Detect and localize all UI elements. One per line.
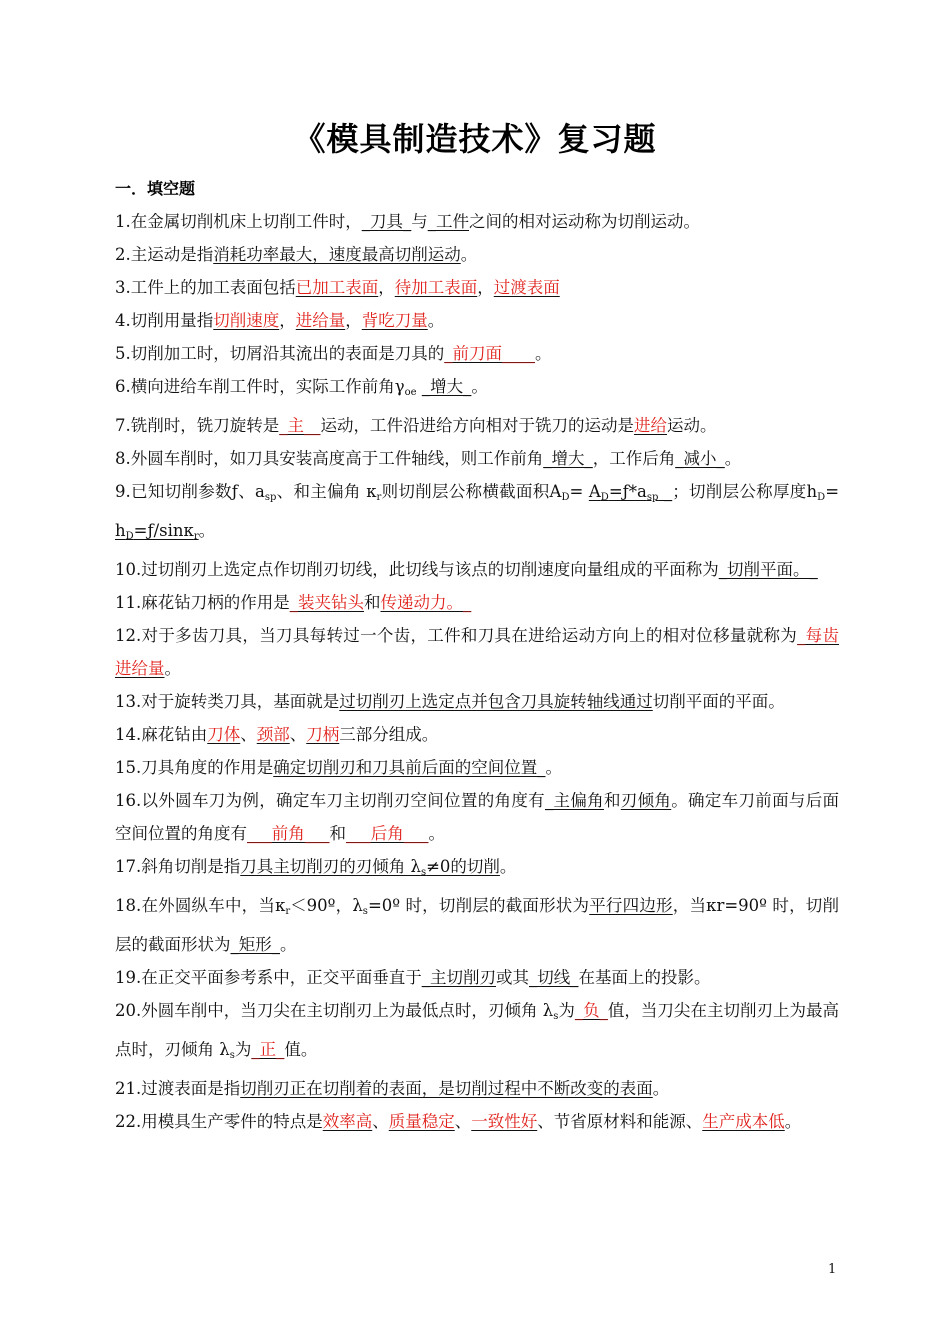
answer-blank: _主偏角 — [544, 791, 604, 810]
question-19: 19.在正交平面参考系中，正交平面垂直于_主切削刃或其_切线_在基面上的投影。 — [115, 968, 711, 987]
question-4: 4.切削用量指切削速度，进给量，背吃刀量。 — [115, 311, 445, 330]
question-12: 12.对于多齿刀具，当刀具每转过一个齿，工件和刀具在进给运动方向上的相对位移量就称为_每齿进给量。 — [115, 626, 839, 678]
page-number: 1 — [828, 1262, 837, 1277]
question-22: 22.用模具生产零件的特点是效率高、质量稳定、一致性好、节省原材料和能源、生产成本低。 — [115, 1112, 802, 1131]
question-21: 21.过渡表面是指切削刃正在切削着的表面，是切削过程中不断改变的表面。 — [115, 1079, 670, 1098]
answer-blank: _增大_ — [421, 377, 472, 396]
answer-red: 刀体 — [207, 725, 241, 744]
answer-red: 进给量 — [295, 311, 346, 330]
answer-blank: _工件 — [427, 212, 469, 231]
answer-red: 传递动力。_ — [380, 593, 472, 612]
question-2: 2.主运动是指消耗功率最大，速度最高切削运动。 — [115, 245, 478, 264]
answer-red: _主__ — [279, 416, 321, 435]
answer-red: _每齿进给量 — [115, 626, 839, 678]
answer-blank: 确定切削刃和刀具前后面的空间位置_ — [273, 758, 546, 777]
answer-red: 颈部 — [256, 725, 290, 744]
answer-red: 已加工表面 — [295, 278, 379, 297]
answer-red: _装夹钻头 — [289, 593, 364, 612]
answer-red: 待加工表面 — [394, 278, 478, 297]
answer-red: _正_ — [251, 1040, 285, 1059]
answer-red: ___后角___ — [346, 824, 429, 843]
answer-red: _前刀面____ — [444, 344, 535, 363]
question-9: 9.已知切削参数ƒ、$a_{sp}$、和主偏角 $\kappa_r$则切削层公称横截面积$A_D=$ $A_D=ƒ*a_{sp}$ _；切削层公称厚度$h_D=$ $h_D=ƒ/\sin\kappa_r$。 — [115, 482, 840, 542]
answer-red: 质量稳定 — [388, 1112, 455, 1131]
question-15: 15.刀具角度的作用是确定切削刃和刀具前后面的空间位置_。 — [115, 758, 562, 777]
answer-blank: 消耗功率最大，速度最高切削运动 — [213, 245, 461, 264]
answer-red: 过渡表面 — [493, 278, 560, 297]
question-1: 1.在金属切削机床上切削工件时，_刀具_与_工件之间的相对运动称为切削运动。 — [115, 212, 700, 231]
question-list — [115, 205, 839, 1138]
question-20: 20.外圆车削中，当刀尖在主切削刃上为最低点时，刃倾角 $\lambda_s$为_负_值，当刀尖在主切削刃上为最高点时，刃倾角 $\lambda_s$为_正_值。 — [115, 1001, 840, 1061]
answer-blank: $A_D=ƒ*a_{sp}$ _ — [588, 482, 673, 503]
question-18: 18.在外圆纵车中，当$\kappa_r<90º$，$\lambda_s=0º$ 时，切削层的截面形状为平行四边形，当κr=90º 时，切削层的截面形状为_矩形_。 — [115, 896, 839, 954]
answer-red: 刀柄 — [306, 725, 340, 744]
answer-blank: _矩形_ — [230, 935, 280, 954]
answer-blank: _主切削刃 — [421, 968, 496, 987]
question-8: 8.外圆车削时，如刀具安装高度高于工件轴线，则工作前角_增大_，工作后角_减小_。 — [115, 449, 742, 468]
answer-red: 进给 — [634, 416, 667, 435]
answer-blank: 切削刃正在切削着的表面，是切削过程中不断改变的表面 — [240, 1079, 653, 1098]
question-7: 7.铣削时，铣刀旋转是_主__运动，工件沿进给方向相对于铣刀的运动是进给运动。 — [115, 416, 717, 435]
question-11: 11.麻花钻刀柄的作用是_装夹钻头和传递动力。_ — [115, 593, 472, 612]
question-3: 3.工件上的加工表面包括已加工表面，待加工表面，过渡表面 — [115, 278, 560, 297]
answer-red: 背吃刀量 — [361, 311, 428, 330]
answer-red: 效率高 — [322, 1112, 373, 1131]
question-14: 14.麻花钻由刀体、颈部、刀柄三部分组成。 — [115, 725, 439, 744]
question-17: 17.斜角切削是指刀具主切削刃的刃倾角 $\lambda_s\ne 0$的切削。 — [115, 857, 517, 878]
question-13: 13.对于旋转类刀具，基面就是过切削刃上选定点并包含刀具旋转轴线通过切削平面的平面。 — [115, 692, 785, 711]
answer-blank: _刀具_ — [361, 212, 412, 231]
answer-blank: 刃倾角 — [620, 791, 672, 810]
question-16: 16.以外圆车刀为例，确定车刀主切削刃空间位置的角度有_主偏角和刃倾角。确定车刀前面与后面空间位置的角度有___前角___和___后角___。 — [115, 791, 840, 843]
answer-red: 一致性好 — [471, 1112, 538, 1131]
answer-blank: $h_D=ƒ/\sin\kappa_r$ — [115, 521, 199, 542]
question-6: 6.横向进给车削工件时，实际工作前角$\gamma_{oe}$ _增大_。 — [115, 377, 488, 398]
question-5: 5.切削加工时，切屑沿其流出的表面是刀具的_前刀面____。 — [115, 344, 552, 363]
answer-blank: 刀具主切削刃的刃倾角 $\lambda_s\ne 0$的切削 — [240, 857, 500, 878]
question-10: 10.过切削刃上选定点作切削刃切线，此切线与该点的切削速度向量组成的平面称为_切削平面。_ — [115, 560, 818, 579]
answer-red: 切削速度 — [213, 311, 280, 330]
section-heading: 一．填空题 — [115, 179, 196, 198]
answer-blank: _切线_ — [529, 968, 579, 987]
answer-red: 生产成本低 — [702, 1112, 785, 1131]
answer-blank: 过切削刃上选定点并包含刀具旋转轴线通过 — [339, 692, 653, 711]
answer-blank: _切削平面。_ — [718, 560, 818, 579]
page-title: 《模具制造技术》复习题 — [293, 120, 657, 158]
answer-blank: _增大_ — [543, 449, 593, 468]
answer-red: ___前角___ — [247, 824, 330, 843]
answer-blank: _减小_ — [675, 449, 725, 468]
answer-red: _负_ — [574, 1001, 608, 1020]
answer-blank: 平行四边形 — [589, 896, 673, 915]
